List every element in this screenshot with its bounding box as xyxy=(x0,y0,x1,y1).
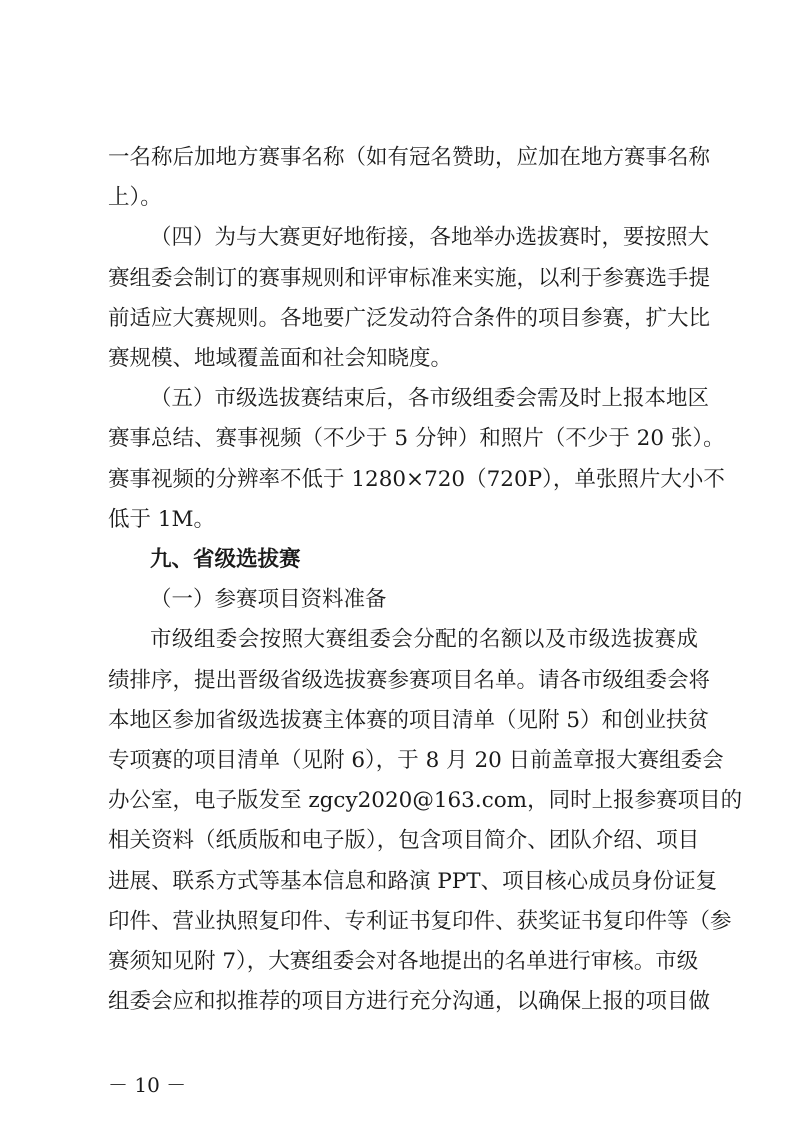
page-number: － 10 － xyxy=(108,1073,187,1097)
paragraph-line: （四）为与大赛更好地衔接，各地举办选拔赛时，要按照大 xyxy=(150,225,710,251)
paragraph-line: 办公室，电子版发至 zgcy2020@163.com，同时上报参赛项目的 xyxy=(108,788,743,814)
paragraph-line: 赛组委会制订的赛事规则和评审标准来实施，以利于参赛选手提 xyxy=(108,265,711,291)
paragraph-line: 一名称后加地方赛事名称（如有冠名赞助，应加在地方赛事名称 xyxy=(108,145,711,170)
paragraph-line: 上）。 xyxy=(108,185,162,211)
paragraph-line: 市级组委会按照大赛组委会分配的名额以及市级选拔赛成 xyxy=(150,627,698,653)
paragraph-line: 组委会应和拟推荐的项目方进行充分沟通，以确保上报的项目做 xyxy=(108,989,711,1015)
paragraph-line: 赛须知见附 7），大赛组委会对各地提出的名单进行审核。市级 xyxy=(108,949,699,974)
paragraph-line: 前适应大赛规则。各地要广泛发动符合条件的项目参赛，扩大比 xyxy=(108,305,711,331)
paragraph-line: 本地区参加省级选拔赛主体赛的项目清单（见附 5）和创业扶贫 xyxy=(108,707,710,733)
paragraph-line: 进展、联系方式等基本信息和路演 PPT、项目核心成员身份证复 xyxy=(108,868,718,894)
paragraph-line: 赛事视频的分辨率不低于 1280×720（720P），单张照片大小不 xyxy=(108,466,725,492)
section-heading: 九、省级选拔赛 xyxy=(150,547,301,572)
subsection-heading: （一）参赛项目资料准备 xyxy=(150,587,387,613)
paragraph-line: 绩排序，提出晋级省级选拔赛参赛项目名单。请各市级组委会将 xyxy=(108,667,711,693)
paragraph-line: 印件、营业执照复印件、专利证书复印件、获奖证书复印件等（参 xyxy=(108,908,732,934)
paragraph-line: 相关资料（纸质版和电子版），包含项目简介、团队介绍、项目 xyxy=(108,828,700,854)
paragraph-line: 赛事总结、赛事视频（不少于 5 分钟）和照片（不少于 20 张）。 xyxy=(108,426,725,452)
paragraph-line: 低于 1M。 xyxy=(108,506,216,532)
paragraph-line: （五）市级选拔赛结束后，各市级组委会需及时上报本地区 xyxy=(150,386,710,412)
paragraph-line: 专项赛的项目清单（见附 6），于 8 月 20 日前盖章报大赛组委会 xyxy=(108,748,724,773)
paragraph-line: 赛规模、地域覆盖面和社会知晓度。 xyxy=(108,346,453,371)
